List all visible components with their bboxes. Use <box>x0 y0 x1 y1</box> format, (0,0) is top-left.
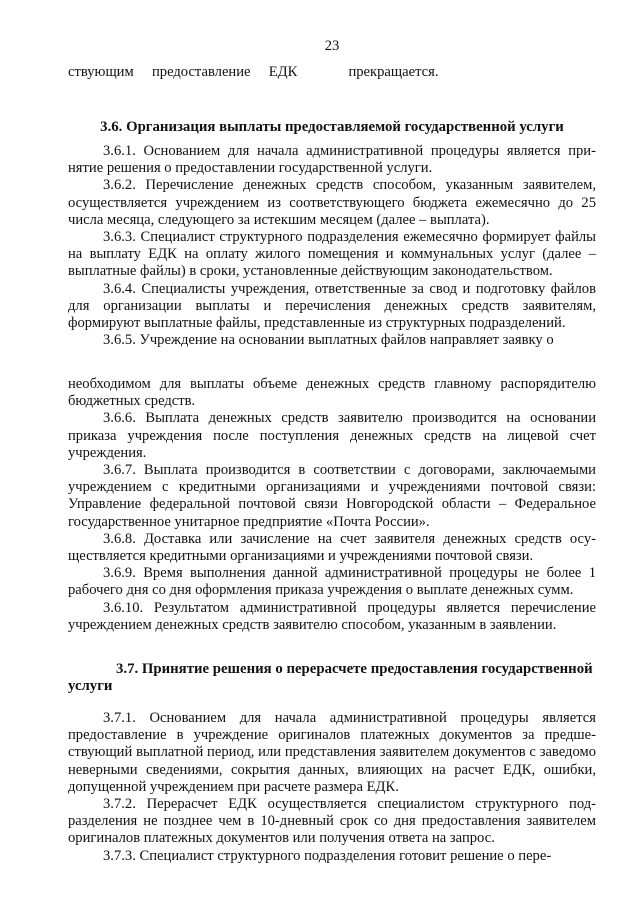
paragraph-3-6-4: 3.6.4. Специалисты учреждения, ответственные за свод и подготовку файлов для организации выплаты и перечисления денежных средств заявителям, формируют выплатные файлы, представленные из структурных подразделений. <box>68 280 596 332</box>
continuation-line: ствующим предоставление ЕДК прекращается. <box>68 64 439 80</box>
paragraph-3-6-7: 3.6.7. Выплата производится в соответствии с договорами, заключаемыми учреждением с кредитными организациями и учреждениями почтовой связи: Управление федеральной почтовой связи Новгородской области – Федеральное государственное унитарное предприятие «Почта России». <box>68 462 596 530</box>
paragraph-3-6-9: 3.6.9. Время выполнения данной административной процедуры не более 1 рабочего дня со дня оформления приказа учреждения о выплате денежных сумм. <box>68 565 596 599</box>
paragraph-3-7-1: 3.7.1. Основанием для начала административной процедуры является предоставление в учреждение оригиналов платежных документов за предшествующий выплатной период, или представления заявителем документов с заведомо неверными сведениями, сокрытия данных, влияющих на расчет ЕДК, ошибки, допущенной учреждением при расчете размера ЕДК. <box>68 710 596 795</box>
paragraph-3-6-6: 3.6.6. Выплата денежных средств заявителю производится на основании приказа учреждения после поступления денежных средств на лицевой счет учреждения. <box>68 410 596 461</box>
paragraph-3-6-3: 3.6.3. Специалист структурного подразделения ежемесячно формирует файлы на выплату ЕДК на оплату жилого помещения и коммунальных услуг (далее – выплатные файлы) в сроки, установленные действующим законодательством. <box>68 229 596 280</box>
section-3-6-body-part2 <box>68 376 596 634</box>
paragraph-3-6-8: 3.6.8. Доставка или зачисление на счет заявителя денежных средств осуществляется кредитными организациями и учреждениями почтовой связи. <box>68 530 596 565</box>
section-3-6-body-part1 <box>68 143 596 349</box>
paragraph-3-6-5-continuation: необходимом для выплаты объеме денежных средств главному распорядителю бюджетных средств. <box>68 376 596 410</box>
section-3-7-body <box>68 710 596 865</box>
section-heading-3-6: 3.6. Организация выплаты предоставляемой государственной услуги <box>100 119 564 135</box>
section-heading-3-7: 3.7. Принятие решения о перерасчете предоставления государственной услуги <box>68 661 593 695</box>
document-page <box>68 0 596 905</box>
paragraph-3-7-2: 3.7.2. Перерасчет ЕДК осуществляется специалистом структурного подразделения не позднее чем в 10-дневный срок со дня предоставления заявителем оригиналов платежных документов или получения ответа на запрос. <box>68 796 596 847</box>
paragraph-3-6-2: 3.6.2. Перечисление денежных средств способом, указанным заявителем, осуществляется учреждением из соответствующего бюджета ежемесячно до 25 числа месяца, следующего за истекшим месяцем (далее – выплата). <box>68 177 596 228</box>
paragraph-3-6-10: 3.6.10. Результатом административной процедуры является перечисление учреждением денежных средств заявителю способом, указанным в заявлении. <box>68 599 596 633</box>
paragraph-3-6-1: 3.6.1. Основанием для начала административной процедуры является принятие решения о предоставлении государственной услуги. <box>68 143 596 177</box>
paragraph-3-6-5: 3.6.5. Учреждение на основании выплатных файлов направляет заявку о <box>103 332 554 349</box>
paragraph-3-7-3: 3.7.3. Специалист структурного подразделения готовит решение о пере- <box>103 847 552 864</box>
page-number: 23 <box>324 38 340 54</box>
